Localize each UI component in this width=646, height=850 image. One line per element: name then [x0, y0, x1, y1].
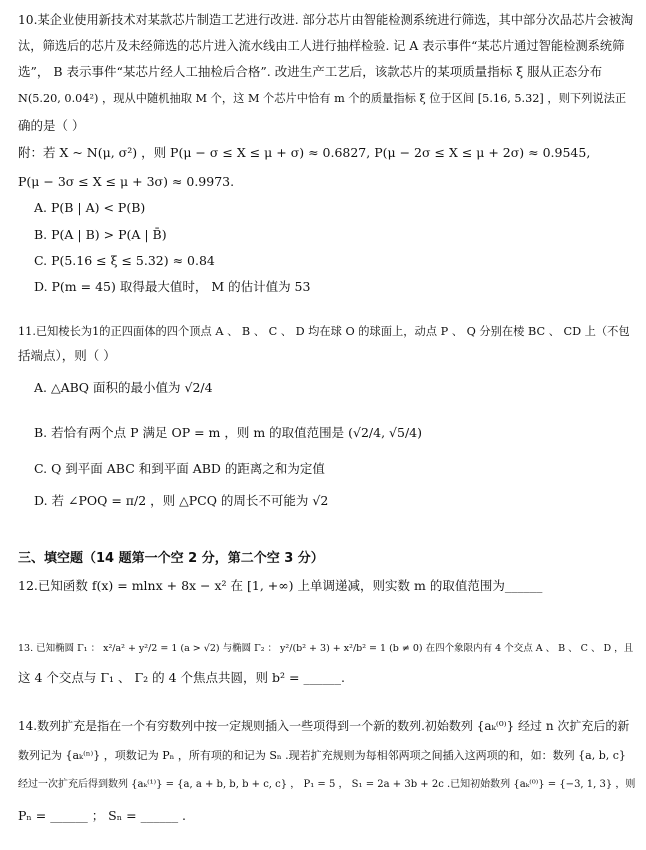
- q10-option-b: B. P(A | B) > P(A | B̄): [34, 227, 167, 242]
- q11-line-1: 11.已知棱长为1的正四面体的四个顶点 A 、 B 、 C 、 D 均在球 O 的球面上，动点 P 、 Q 分别在棱 BC 、 CD 上（不包: [18, 325, 630, 338]
- q14-line-2: 数列记为 {aₖ⁽ⁿ⁾} ，项数记为 Pₙ ，所有项的和记为 Sₙ .现若扩充规则为每相邻两项之间插入这两项的和，如：数列 {a, b, c}: [18, 749, 626, 762]
- q14-line-4: Pₙ = ______ ； Sₙ = ______ .: [18, 808, 187, 823]
- q10-option-a: A. P(B | A) < P(B): [34, 200, 146, 215]
- q12-line-1: 12.已知函数 f(x) = mlnx + 8x − x² 在 [1, +∞) 上单调递减，则实数 m 的取值范围为______: [18, 578, 543, 593]
- q10-line-1: 10.某企业使用新技术对某款芯片制造工艺进行改进. 部分芯片由智能检测系统进行筛选，其中部分次品芯片会被淘: [18, 13, 634, 27]
- q10-line-3: 选”， B 表示事件“某芯片经人工抽检后合格”. 改进生产工艺后，该款芯片的某项质量指标 ξ 服从正态分布: [18, 64, 603, 79]
- q10-line-2: 汰，筛选后的芯片及未经筛选的芯片进入流水线由工人进行抽样检验. 记 A 表示事件“某芯片通过智能检测系统筛: [18, 39, 625, 53]
- q10-option-d: D. P(m = 45) 取得最大值时， M 的估计值为 53: [34, 279, 311, 294]
- q13-line-1: 13. 已知椭圆 Γ₁ ： x²/a² + y²/2 = 1 (a > √2) 与椭圆 Γ₂ ： y²/(b² + 3) + x²/b² = 1 (b ≠ 0) 在四个象限内有 4 个交点 A 、 B 、 C 、 D ，且: [18, 643, 634, 654]
- q11-line-2: 括端点），则（ ）: [18, 348, 116, 363]
- q10-option-c: C. P(5.16 ≤ ξ ≤ 5.32) ≈ 0.84: [34, 253, 215, 268]
- q14-line-3: 经过一次扩充后得到数列 {aₖ⁽¹⁾} = {a, a + b, b, b + c, c} ， P₁ = 5 ， S₁ = 2a + 3b + 2c .已知初始数列 {aₖ⁽⁰⁾} = {−3, 1, 3} ，则: [18, 779, 636, 790]
- q14-line-1: 14.数列扩充是指在一个有穷数列中按一定规则插入一些项得到一个新的数列.初始数列 {aₖ⁽⁰⁾} 经过 n 次扩充后的新: [18, 719, 630, 733]
- section-title: 三、填空题（14 题第一个空 2 分，第二个空 3 分）: [18, 551, 324, 566]
- q11-option-a: A. △ABQ 面积的最小值为 √2/4: [34, 380, 213, 395]
- q11-option-d: D. 若 ∠POQ = π/2 ，则 △PCQ 的周长不可能为 √2: [34, 493, 329, 508]
- q11-option-b: B. 若恰有两个点 P 满足 OP = m ，则 m 的取值范围是 (√2/4, √5/4): [34, 425, 423, 440]
- q10-line-5: 确的是（ ）: [18, 118, 85, 133]
- q10-line-4: N(5.20, 0.04²) ，现从中随机抽取 M 个，这 M 个芯片中恰有 m 个的质量指标 ξ 位于区间 [5.16, 5.32] ，则下列说法正: [18, 92, 627, 105]
- q10-appendix-1: 附：若 X ~ N(μ, σ²) ，则 P(μ − σ ≤ X ≤ μ + σ) ≈ 0.6827, P(μ − 2σ ≤ X ≤ μ + 2σ) ≈ 0.9545,: [18, 145, 591, 160]
- q13-line-2: 这 4 个交点与 Γ₁ 、 Γ₂ 的 4 个焦点共圆，则 b² = ______.: [18, 670, 345, 685]
- q11-option-c: C. Q 到平面 ABC 和到平面 ABD 的距离之和为定值: [34, 461, 325, 476]
- q10-appendix-2: P(μ − 3σ ≤ X ≤ μ + 3σ) ≈ 0.9973.: [18, 174, 235, 189]
